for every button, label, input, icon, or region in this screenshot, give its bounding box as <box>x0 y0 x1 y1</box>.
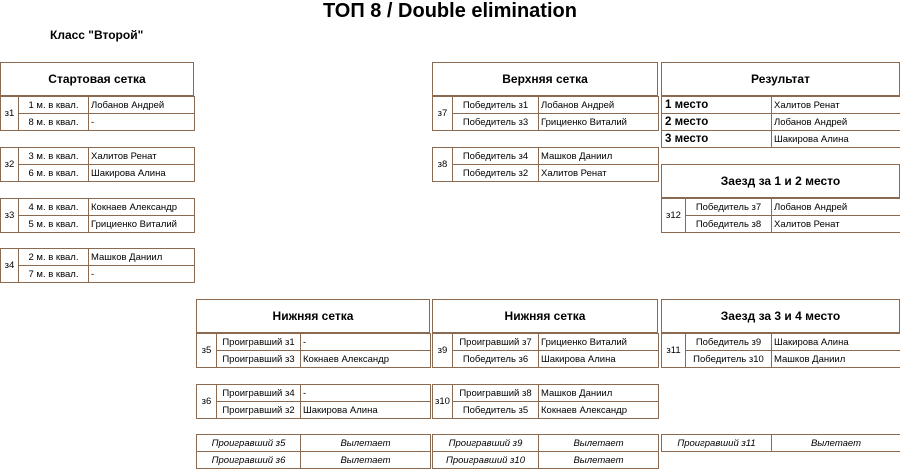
seed-label: 3 м. в квал. <box>19 148 89 165</box>
racer-name: Халитов Ренат <box>772 97 900 114</box>
eliminated-label: Проигравший з6 <box>197 452 301 469</box>
eliminated-label: Проигравший з9 <box>433 435 539 452</box>
place-label: 2 место <box>662 114 772 131</box>
racer-name: Машков Даниил <box>539 148 659 165</box>
match-code: з8 <box>433 148 453 182</box>
match-code: з11 <box>662 334 686 368</box>
match-code: з2 <box>1 148 19 182</box>
eliminated-status: Вылетает <box>772 435 900 452</box>
match-z11 <box>661 333 900 368</box>
racer-name: Кокнаев Александр <box>301 351 431 368</box>
class-subtitle: Класс "Второй" <box>50 28 144 42</box>
match-code: з1 <box>1 97 19 131</box>
header-start-bracket: Стартовая сетка <box>0 62 194 96</box>
racer-name: - <box>89 266 195 283</box>
match-z4 <box>0 248 195 283</box>
source-label: Победитель з7 <box>686 199 772 216</box>
header-lower-bracket-1: Нижняя сетка <box>196 299 430 333</box>
match-z6 <box>196 384 431 419</box>
racer-name: - <box>301 385 431 402</box>
seed-label: 7 м. в квал. <box>19 266 89 283</box>
racer-name: Грициенко Виталий <box>539 334 659 351</box>
source-label: Победитель з8 <box>686 216 772 233</box>
source-label: Победитель з5 <box>453 402 539 419</box>
eliminated-label: Проигравший з11 <box>662 435 772 452</box>
racer-name: Кокнаев Александр <box>539 402 659 419</box>
racer-name: Грициенко Виталий <box>89 216 195 233</box>
match-z2 <box>0 147 195 182</box>
match-z9 <box>432 333 659 368</box>
eliminated-table-2 <box>432 434 659 469</box>
source-label: Победитель з10 <box>686 351 772 368</box>
racer-name: Шакирова Алина <box>539 351 659 368</box>
header-final-3-4: Заезд за 3 и 4 место <box>661 299 900 333</box>
racer-name: Халитов Ренат <box>772 216 900 233</box>
source-label: Проигравший з4 <box>217 385 301 402</box>
racer-name: Халитов Ренат <box>89 148 195 165</box>
racer-name: Машков Даниил <box>89 249 195 266</box>
eliminated-status: Вылетает <box>539 435 659 452</box>
eliminated-label: Проигравший з5 <box>197 435 301 452</box>
match-z10 <box>432 384 659 419</box>
place-label: 1 место <box>662 97 772 114</box>
match-code: з5 <box>197 334 217 368</box>
header-upper-bracket: Верхняя сетка <box>432 62 658 96</box>
match-code: з9 <box>433 334 453 368</box>
result-table <box>661 96 900 148</box>
page-title: ТОП 8 / Double elimination <box>323 0 577 22</box>
seed-label: 2 м. в квал. <box>19 249 89 266</box>
seed-label: 1 м. в квал. <box>19 97 89 114</box>
match-z5 <box>196 333 431 368</box>
racer-name: Грициенко Виталий <box>539 114 659 131</box>
match-z7 <box>432 96 659 131</box>
racer-name: Шакирова Алина <box>772 131 900 148</box>
match-code: з10 <box>433 385 453 419</box>
seed-label: 4 м. в квал. <box>19 199 89 216</box>
match-z1 <box>0 96 195 131</box>
match-code: з3 <box>1 199 19 233</box>
racer-name: Шакирова Алина <box>301 402 431 419</box>
source-label: Проигравший з1 <box>217 334 301 351</box>
match-z8 <box>432 147 659 182</box>
match-code: з4 <box>1 249 19 283</box>
source-label: Победитель з1 <box>453 97 539 114</box>
eliminated-table-3 <box>661 434 900 452</box>
place-label: 3 место <box>662 131 772 148</box>
racer-name: Шакирова Алина <box>772 334 900 351</box>
header-final-1-2: Заезд за 1 и 2 место <box>661 164 900 198</box>
racer-name: Халитов Ренат <box>539 165 659 182</box>
match-code: з7 <box>433 97 453 131</box>
racer-name: Лобанов Андрей <box>772 199 900 216</box>
source-label: Победитель з3 <box>453 114 539 131</box>
match-code: з12 <box>662 199 686 233</box>
eliminated-table-1 <box>196 434 431 469</box>
source-label: Проигравший з3 <box>217 351 301 368</box>
racer-name: Кокнаев Александр <box>89 199 195 216</box>
match-z3 <box>0 198 195 233</box>
racer-name: Лобанов Андрей <box>89 97 195 114</box>
racer-name: Шакирова Алина <box>89 165 195 182</box>
match-z12 <box>661 198 900 233</box>
eliminated-status: Вылетает <box>301 435 431 452</box>
match-code: з6 <box>197 385 217 419</box>
racer-name: Лобанов Андрей <box>772 114 900 131</box>
seed-label: 5 м. в квал. <box>19 216 89 233</box>
racer-name: - <box>89 114 195 131</box>
eliminated-status: Вылетает <box>301 452 431 469</box>
source-label: Победитель з6 <box>453 351 539 368</box>
source-label: Проигравший з7 <box>453 334 539 351</box>
racer-name: - <box>301 334 431 351</box>
header-lower-bracket-2: Нижняя сетка <box>432 299 658 333</box>
eliminated-status: Вылетает <box>539 452 659 469</box>
source-label: Проигравший з8 <box>453 385 539 402</box>
source-label: Победитель з4 <box>453 148 539 165</box>
seed-label: 8 м. в квал. <box>19 114 89 131</box>
source-label: Проигравший з2 <box>217 402 301 419</box>
racer-name: Лобанов Андрей <box>539 97 659 114</box>
seed-label: 6 м. в квал. <box>19 165 89 182</box>
racer-name: Машков Даниил <box>772 351 900 368</box>
source-label: Победитель з2 <box>453 165 539 182</box>
racer-name: Машков Даниил <box>539 385 659 402</box>
eliminated-label: Проигравший з10 <box>433 452 539 469</box>
source-label: Победитель з9 <box>686 334 772 351</box>
header-result: Результат <box>661 62 900 96</box>
